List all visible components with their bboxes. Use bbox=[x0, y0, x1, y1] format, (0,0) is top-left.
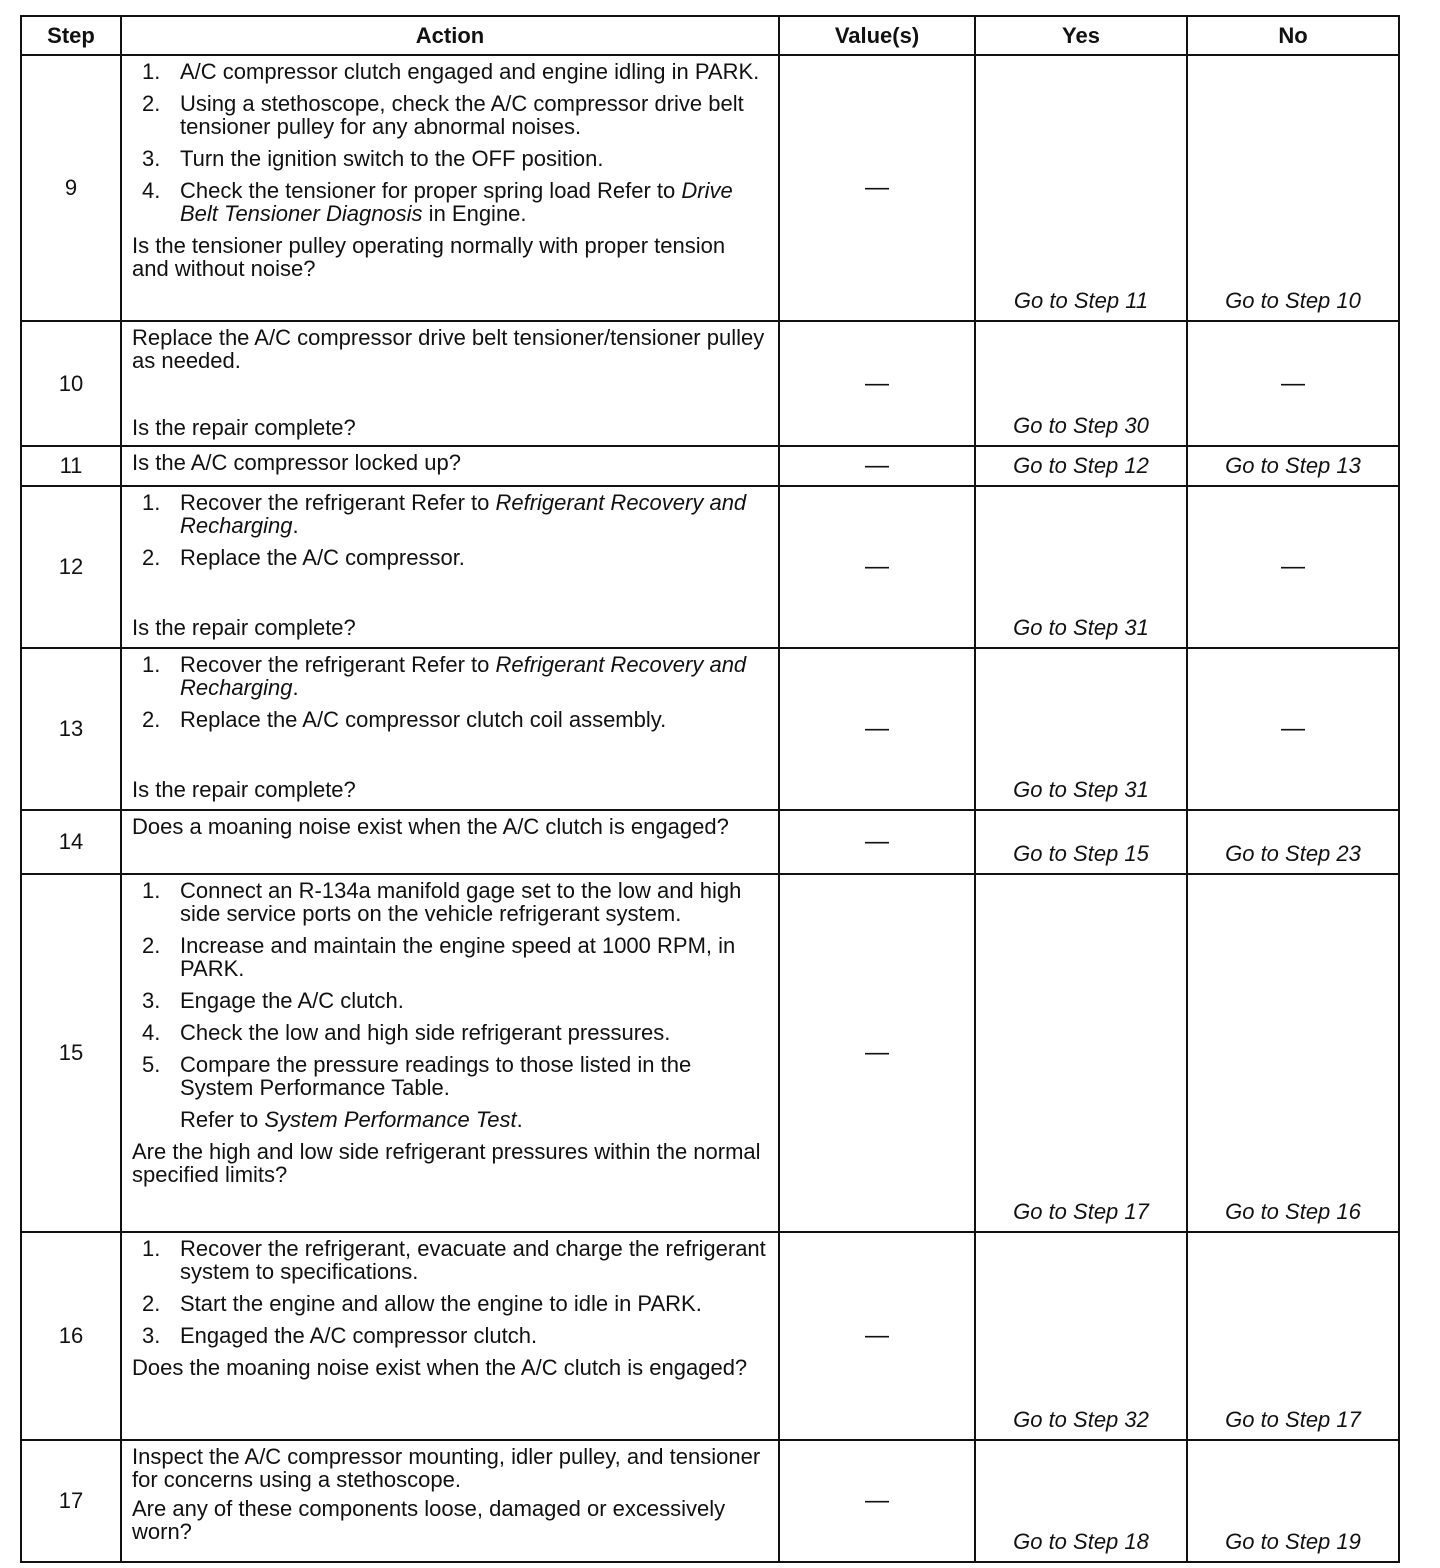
action-sub-note: Refer to System Performance Test. bbox=[180, 1107, 523, 1132]
yes-cell: Go to Step 31 bbox=[975, 648, 1187, 810]
no-cell: Go to Step 10 bbox=[1187, 55, 1399, 321]
step-number: 16 bbox=[21, 1232, 121, 1440]
action-cell bbox=[121, 1232, 779, 1440]
action-text: Inspect the A/C compressor mounting, idler pulley, and tensioner for concerns using a stethoscope. bbox=[132, 1444, 761, 1492]
no-cell: — bbox=[1187, 321, 1399, 446]
action-text: Replace the A/C compressor drive belt tensioner/tensioner pulley as needed. bbox=[132, 325, 765, 373]
header-yes: Yes bbox=[975, 16, 1187, 55]
action-question: Does the moaning noise exist when the A/C clutch is engaged? bbox=[132, 1355, 748, 1380]
action-item: 1. Recover the refrigerant Refer to Refrigerant Recovery and Recharging. bbox=[142, 490, 747, 538]
no-cell: Go to Step 16 bbox=[1187, 874, 1399, 1232]
action-item: 3. Engage the A/C clutch. bbox=[142, 988, 404, 1013]
action-cell bbox=[121, 55, 779, 321]
header-action: Action bbox=[121, 16, 779, 55]
action-question: Is the repair complete? bbox=[132, 777, 356, 802]
no-cell: Go to Step 13 bbox=[1187, 446, 1399, 486]
action-question: Are any of these components loose, damaged or excessively worn? bbox=[132, 1496, 726, 1544]
action-cell bbox=[121, 874, 779, 1232]
value-cell: — bbox=[779, 874, 975, 1232]
reference-link: Drive Belt Tensioner Diagnosis bbox=[180, 178, 733, 226]
action-question: Does a moaning noise exist when the A/C clutch is engaged? bbox=[132, 814, 729, 839]
value-cell: — bbox=[779, 321, 975, 446]
action-question: Is the repair complete? bbox=[132, 415, 356, 440]
action-item: 5. Compare the pressure readings to those listed in the System Performance Table. bbox=[142, 1052, 692, 1100]
reference-link: Refrigerant Recovery and Recharging bbox=[180, 652, 747, 700]
action-item: 3. Turn the ignition switch to the OFF position. bbox=[142, 146, 604, 171]
action-item: 4. Check the tensioner for proper spring load Refer to Drive Belt Tensioner Diagnosis in Engine. bbox=[142, 178, 733, 226]
action-item: 1. Recover the refrigerant Refer to Refrigerant Recovery and Recharging. bbox=[142, 652, 747, 700]
header-row bbox=[21, 16, 1399, 55]
yes-cell: Go to Step 18 bbox=[975, 1440, 1187, 1562]
no-cell: — bbox=[1187, 648, 1399, 810]
action-item: 2. Replace the A/C compressor clutch coil assembly. bbox=[142, 707, 667, 732]
action-item: 2. Start the engine and allow the engine to idle in PARK. bbox=[142, 1291, 702, 1316]
table-row bbox=[21, 486, 1399, 648]
table-row bbox=[21, 1440, 1399, 1562]
table-row bbox=[21, 321, 1399, 446]
action-item: 1. Connect an R-134a manifold gage set to the low and high side service ports on the vehicle refrigerant system. bbox=[142, 878, 742, 926]
yes-cell: Go to Step 32 bbox=[975, 1232, 1187, 1440]
value-cell: — bbox=[779, 810, 975, 874]
table-row bbox=[21, 446, 1399, 486]
step-number: 9 bbox=[21, 55, 121, 321]
action-question: Is the repair complete? bbox=[132, 615, 356, 640]
table-row bbox=[21, 648, 1399, 810]
no-cell: — bbox=[1187, 486, 1399, 648]
step-number: 11 bbox=[21, 446, 121, 486]
yes-cell: Go to Step 12 bbox=[975, 446, 1187, 486]
step-number: 10 bbox=[21, 321, 121, 446]
reference-link: Refrigerant Recovery and Recharging bbox=[180, 490, 747, 538]
value-cell: — bbox=[779, 1440, 975, 1562]
step-number: 17 bbox=[21, 1440, 121, 1562]
header-no: No bbox=[1187, 16, 1399, 55]
yes-cell: Go to Step 30 bbox=[975, 321, 1187, 446]
action-cell bbox=[121, 810, 779, 874]
action-question: Is the A/C compressor locked up? bbox=[132, 450, 461, 475]
value-cell: — bbox=[779, 486, 975, 648]
action-item: 3. Engaged the A/C compressor clutch. bbox=[142, 1323, 538, 1348]
action-item: 2. Using a stethoscope, check the A/C compressor drive belt tensioner pulley for any abnormal noises. bbox=[142, 91, 744, 139]
action-cell bbox=[121, 648, 779, 810]
table-row bbox=[21, 55, 1399, 321]
value-cell: — bbox=[779, 1232, 975, 1440]
no-cell: Go to Step 23 bbox=[1187, 810, 1399, 874]
diagnostic-table bbox=[20, 15, 1400, 1563]
action-item: 2. Replace the A/C compressor. bbox=[142, 545, 465, 570]
action-item: 1. Recover the refrigerant, evacuate and charge the refrigerant system to specifications. bbox=[142, 1236, 766, 1284]
yes-cell: Go to Step 11 bbox=[975, 55, 1187, 321]
step-number: 13 bbox=[21, 648, 121, 810]
yes-cell: Go to Step 17 bbox=[975, 874, 1187, 1232]
reference-link: System Performance Test bbox=[264, 1107, 517, 1132]
action-cell bbox=[121, 321, 779, 446]
step-number: 12 bbox=[21, 486, 121, 648]
table-row bbox=[21, 810, 1399, 874]
no-cell: Go to Step 17 bbox=[1187, 1232, 1399, 1440]
value-cell: — bbox=[779, 648, 975, 810]
table-row bbox=[21, 874, 1399, 1232]
step-number: 14 bbox=[21, 810, 121, 874]
action-cell bbox=[121, 1440, 779, 1562]
header-values: Value(s) bbox=[779, 16, 975, 55]
action-cell bbox=[121, 486, 779, 648]
action-question: Are the high and low side refrigerant pressures within the normal specified limits? bbox=[132, 1139, 761, 1187]
yes-cell: Go to Step 15 bbox=[975, 810, 1187, 874]
action-item: 2. Increase and maintain the engine speed at 1000 RPM, in PARK. bbox=[142, 933, 736, 981]
header-step: Step bbox=[21, 16, 121, 55]
no-cell: Go to Step 19 bbox=[1187, 1440, 1399, 1562]
action-item: 1. A/C compressor clutch engaged and engine idling in PARK. bbox=[142, 59, 760, 84]
value-cell: — bbox=[779, 55, 975, 321]
yes-cell: Go to Step 31 bbox=[975, 486, 1187, 648]
action-cell bbox=[121, 446, 779, 486]
value-cell: — bbox=[779, 446, 975, 486]
table-row bbox=[21, 1232, 1399, 1440]
action-item: 4. Check the low and high side refrigerant pressures. bbox=[142, 1020, 671, 1045]
step-number: 15 bbox=[21, 874, 121, 1232]
action-question: Is the tensioner pulley operating normally with proper tension and without noise? bbox=[132, 233, 726, 281]
